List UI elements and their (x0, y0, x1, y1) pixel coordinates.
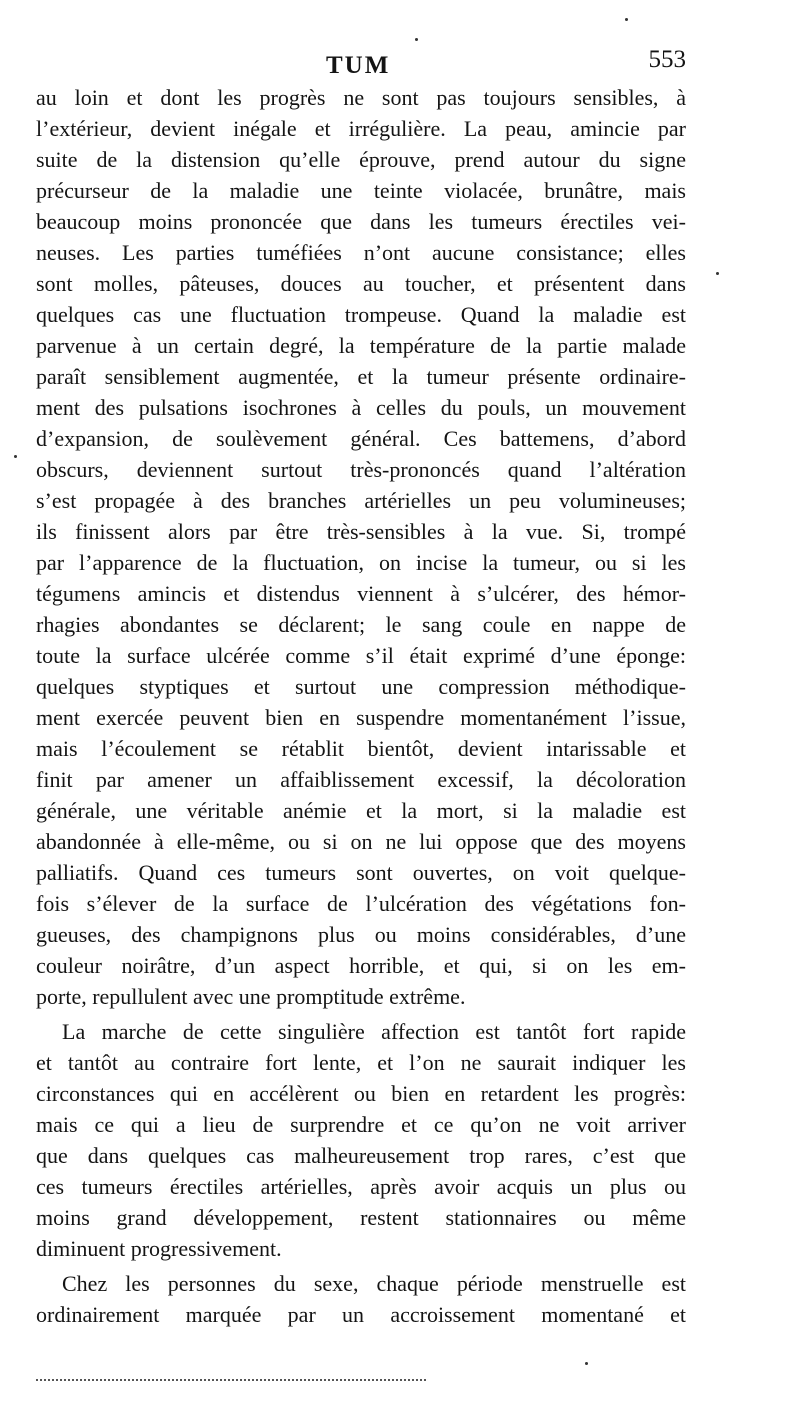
footer-rule (36, 1379, 426, 1381)
text-line: ment exercée peuvent bien en suspendre momentanément l’issue, (36, 705, 686, 730)
text-line: que dans quelques cas malheureusement trop rares, c’est que (36, 1143, 686, 1168)
paragraph-3 (36, 1268, 686, 1330)
text-line: mais l’écoulement se rétablit bientôt, devient intarissable et (36, 736, 686, 761)
text-line: moins grand développement, restent stationnaires ou même (36, 1205, 686, 1230)
paragraph-2 (36, 1016, 686, 1264)
text-line: mais ce qui a lieu de surprendre et ce qu’on ne voit arriver (36, 1112, 686, 1137)
text-line: par l’apparence de la fluctuation, on incise la tumeur, ou si les (36, 550, 686, 575)
text-line: ordinairement marquée par un accroissement momentané et (36, 1302, 686, 1327)
text-line: couleur noirâtre, d’un aspect horrible, et qui, si on les em- (36, 953, 686, 978)
print-speck (625, 18, 628, 21)
text-line: précurseur de la maladie une teinte violacée, brunâtre, mais (36, 178, 686, 203)
text-line: rhagies abondantes se déclarent; le sang coule en nappe de (36, 612, 686, 637)
text-line: paraît sensiblement augmentée, et la tumeur présente ordinaire- (36, 364, 686, 389)
page-number: 553 (648, 46, 686, 73)
text-line: sont molles, pâteuses, douces au toucher, et présentent dans (36, 271, 686, 296)
text-line: au loin et dont les progrès ne sont pas toujours sensibles, à (36, 85, 686, 110)
text-line: finit par amener un affaiblissement excessif, la décoloration (36, 767, 686, 792)
print-speck (585, 1362, 588, 1365)
text-line: La marche de cette singulière affection est tantôt fort rapide (62, 1019, 686, 1044)
text-line: neuses. Les parties tuméfiées n’ont aucune consistance; elles (36, 240, 686, 265)
text-line: générale, une véritable anémie et la mort, si la maladie est (36, 798, 686, 823)
text-line: quelques cas une fluctuation trompeuse. Quand la maladie est (36, 302, 686, 327)
text-line: toute la surface ulcérée comme s’il était exprimé d’une éponge: (36, 643, 686, 668)
text-line: quelques styptiques et surtout une compression méthodique- (36, 674, 686, 699)
text-line: obscurs, deviennent surtout très-prononcés quand l’altération (36, 457, 686, 482)
text-line: beaucoup moins prononcée que dans les tumeurs érectiles vei- (36, 209, 686, 234)
text-line: l’extérieur, devient inégale et irrégulière. La peau, amincie par (36, 116, 686, 141)
text-line: gueuses, des champignons plus ou moins considérables, d’une (36, 922, 686, 947)
text-line: tégumens amincis et distendus viennent à s’ulcérer, des hémor- (36, 581, 686, 606)
text-line: ces tumeurs érectiles artérielles, après avoir acquis un plus ou (36, 1174, 686, 1199)
text-line: s’est propagée à des branches artérielles un peu volumineuses; (36, 488, 686, 513)
text-line: et tantôt au contraire fort lente, et l’on ne saurait indiquer les (36, 1050, 686, 1075)
text-line: abandonnée à elle-même, ou si on ne lui oppose que des moyens (36, 829, 686, 854)
text-line: ment des pulsations isochrones à celles du pouls, un mouvement (36, 395, 686, 420)
print-speck (415, 38, 418, 41)
running-head: TUM (326, 52, 391, 79)
text-line: parvenue à un certain degré, la température de la partie malade (36, 333, 686, 358)
print-speck (14, 455, 17, 458)
body-text (36, 82, 686, 1330)
text-line: Chez les personnes du sexe, chaque période menstruelle est (62, 1271, 686, 1296)
text-line: ils finissent alors par être très-sensibles à la vue. Si, trompé (36, 519, 686, 544)
text-line: palliatifs. Quand ces tumeurs sont ouvertes, on voit quelque- (36, 860, 686, 885)
text-line: suite de la distension qu’elle éprouve, prend autour du signe (36, 147, 686, 172)
print-speck (716, 272, 719, 275)
text-line: porte, repullulent avec une promptitude extrême. (36, 984, 466, 1009)
page-header (36, 46, 686, 86)
text-line: fois s’élever de la surface de l’ulcération des végétations fon- (36, 891, 686, 916)
text-line: d’expansion, de soulèvement général. Ces battemens, d’abord (36, 426, 686, 451)
paragraph-1 (36, 82, 686, 1012)
text-line: diminuent progressivement. (36, 1236, 282, 1261)
text-line: circonstances qui en accélèrent ou bien en retardent les progrès: (36, 1081, 686, 1106)
